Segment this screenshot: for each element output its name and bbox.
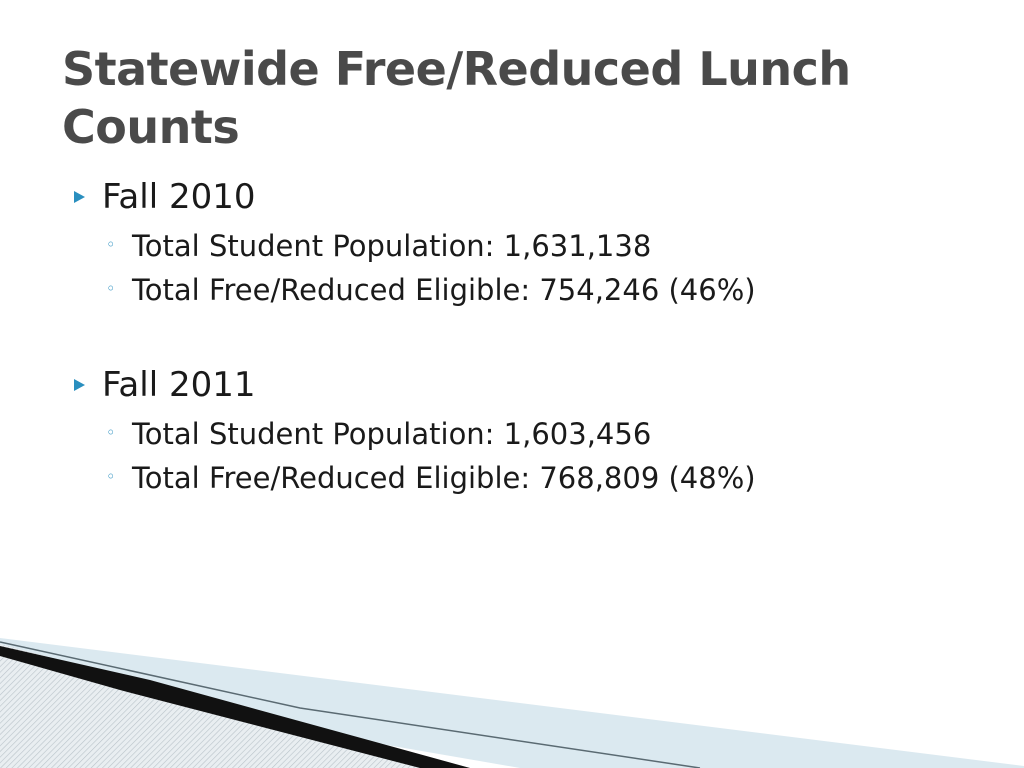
list-item — [106, 268, 974, 312]
list-item — [106, 224, 974, 268]
list-item-text: Total Free/Reduced Eligible: 768,809 (48%) — [132, 461, 756, 495]
slide-title: Statewide Free/Reduced Lunch Counts — [62, 42, 851, 154]
circle-bullet-icon: ◦ — [106, 278, 116, 298]
section-fall-2010 — [74, 174, 974, 312]
triangle-bullet-icon — [74, 362, 102, 408]
decorative-wave-graphic — [0, 638, 1024, 768]
section-heading: Fall 2011 — [102, 365, 256, 405]
list-item-text: Total Student Population: 1,631,138 — [132, 229, 652, 263]
list-item — [106, 456, 974, 500]
bullet-content — [74, 174, 974, 550]
section-heading: Fall 2010 — [102, 177, 256, 217]
bullet-heading — [74, 174, 974, 220]
circle-bullet-icon: ◦ — [106, 466, 116, 486]
section-fall-2011 — [74, 362, 974, 500]
circle-bullet-icon: ◦ — [106, 422, 116, 442]
sub-bullet-list — [106, 224, 974, 312]
circle-bullet-icon: ◦ — [106, 234, 116, 254]
triangle-bullet-icon — [74, 174, 102, 220]
list-item-text: Total Student Population: 1,603,456 — [132, 417, 652, 451]
bullet-heading — [74, 362, 974, 408]
sub-bullet-list — [106, 412, 974, 500]
list-item-text: Total Free/Reduced Eligible: 754,246 (46%) — [132, 273, 756, 307]
list-item — [106, 412, 974, 456]
